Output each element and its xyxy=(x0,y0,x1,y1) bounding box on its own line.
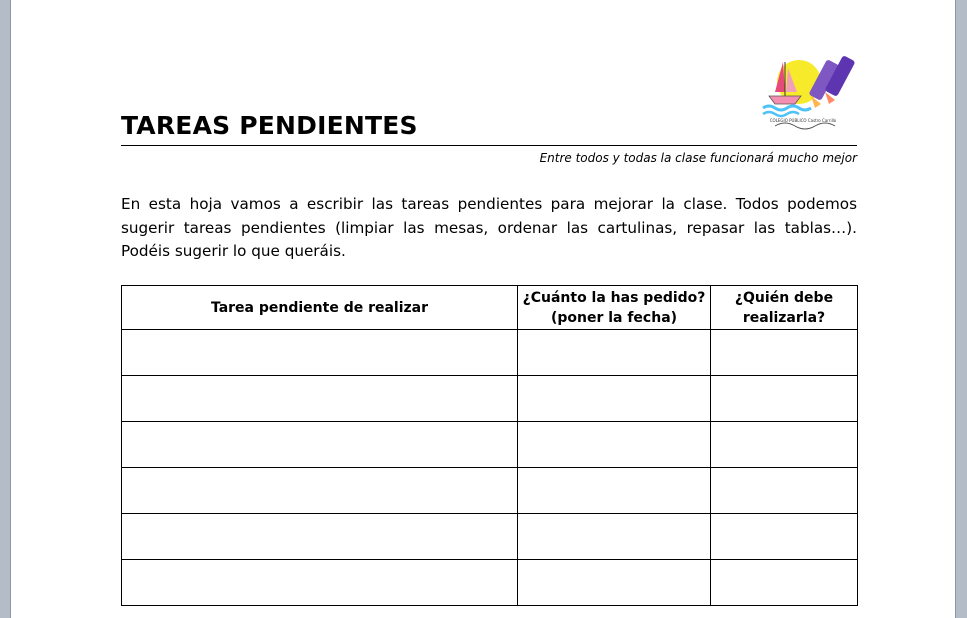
header-task: Tarea pendiente de realizar xyxy=(122,286,518,330)
who-cell[interactable] xyxy=(711,468,858,514)
page-subtitle: Entre todos y todas la clase funcionará mucho mejor xyxy=(539,151,857,165)
task-cell[interactable] xyxy=(122,330,518,376)
intro-paragraph: En esta hoja vamos a escribir las tareas pendientes para mejorar la clase. Todos podemos sugerir tareas pendientes (limpiar las mesas, ordenar las cartulinas, repasar las tablas…). Podéis sugerir lo que queráis. xyxy=(121,195,857,260)
date-cell[interactable] xyxy=(518,560,711,606)
task-cell[interactable] xyxy=(122,376,518,422)
who-cell[interactable] xyxy=(711,330,858,376)
header-date: ¿Cuánto la has pedido? (poner la fecha) xyxy=(518,286,711,330)
who-cell[interactable] xyxy=(711,422,858,468)
title-divider xyxy=(121,145,857,146)
date-cell[interactable] xyxy=(518,514,711,560)
date-cell[interactable] xyxy=(518,376,711,422)
task-cell[interactable] xyxy=(122,560,518,606)
who-cell[interactable] xyxy=(711,376,858,422)
table-row xyxy=(122,422,858,468)
date-cell[interactable] xyxy=(518,330,711,376)
table-row xyxy=(122,514,858,560)
page-right-border xyxy=(955,0,956,618)
logo-caption: COLEGIO PÚBLICO Castro Carrillo xyxy=(769,118,837,123)
viewer-left-margin xyxy=(0,0,10,618)
school-logo-icon xyxy=(755,52,859,130)
header-who: ¿Quién debe realizarla? xyxy=(711,286,858,330)
table-row xyxy=(122,330,858,376)
table-row xyxy=(122,468,858,514)
task-cell[interactable] xyxy=(122,468,518,514)
who-cell[interactable] xyxy=(711,560,858,606)
task-cell[interactable] xyxy=(122,514,518,560)
document-page xyxy=(11,0,955,618)
who-cell[interactable] xyxy=(711,514,858,560)
viewer-right-margin xyxy=(955,0,967,618)
table-row xyxy=(122,376,858,422)
page-title: TAREAS PENDIENTES xyxy=(121,111,418,140)
table-header-row xyxy=(122,286,858,330)
date-cell[interactable] xyxy=(518,422,711,468)
task-cell[interactable] xyxy=(122,422,518,468)
tasks-table xyxy=(121,285,858,606)
table-row xyxy=(122,560,858,606)
date-cell[interactable] xyxy=(518,468,711,514)
